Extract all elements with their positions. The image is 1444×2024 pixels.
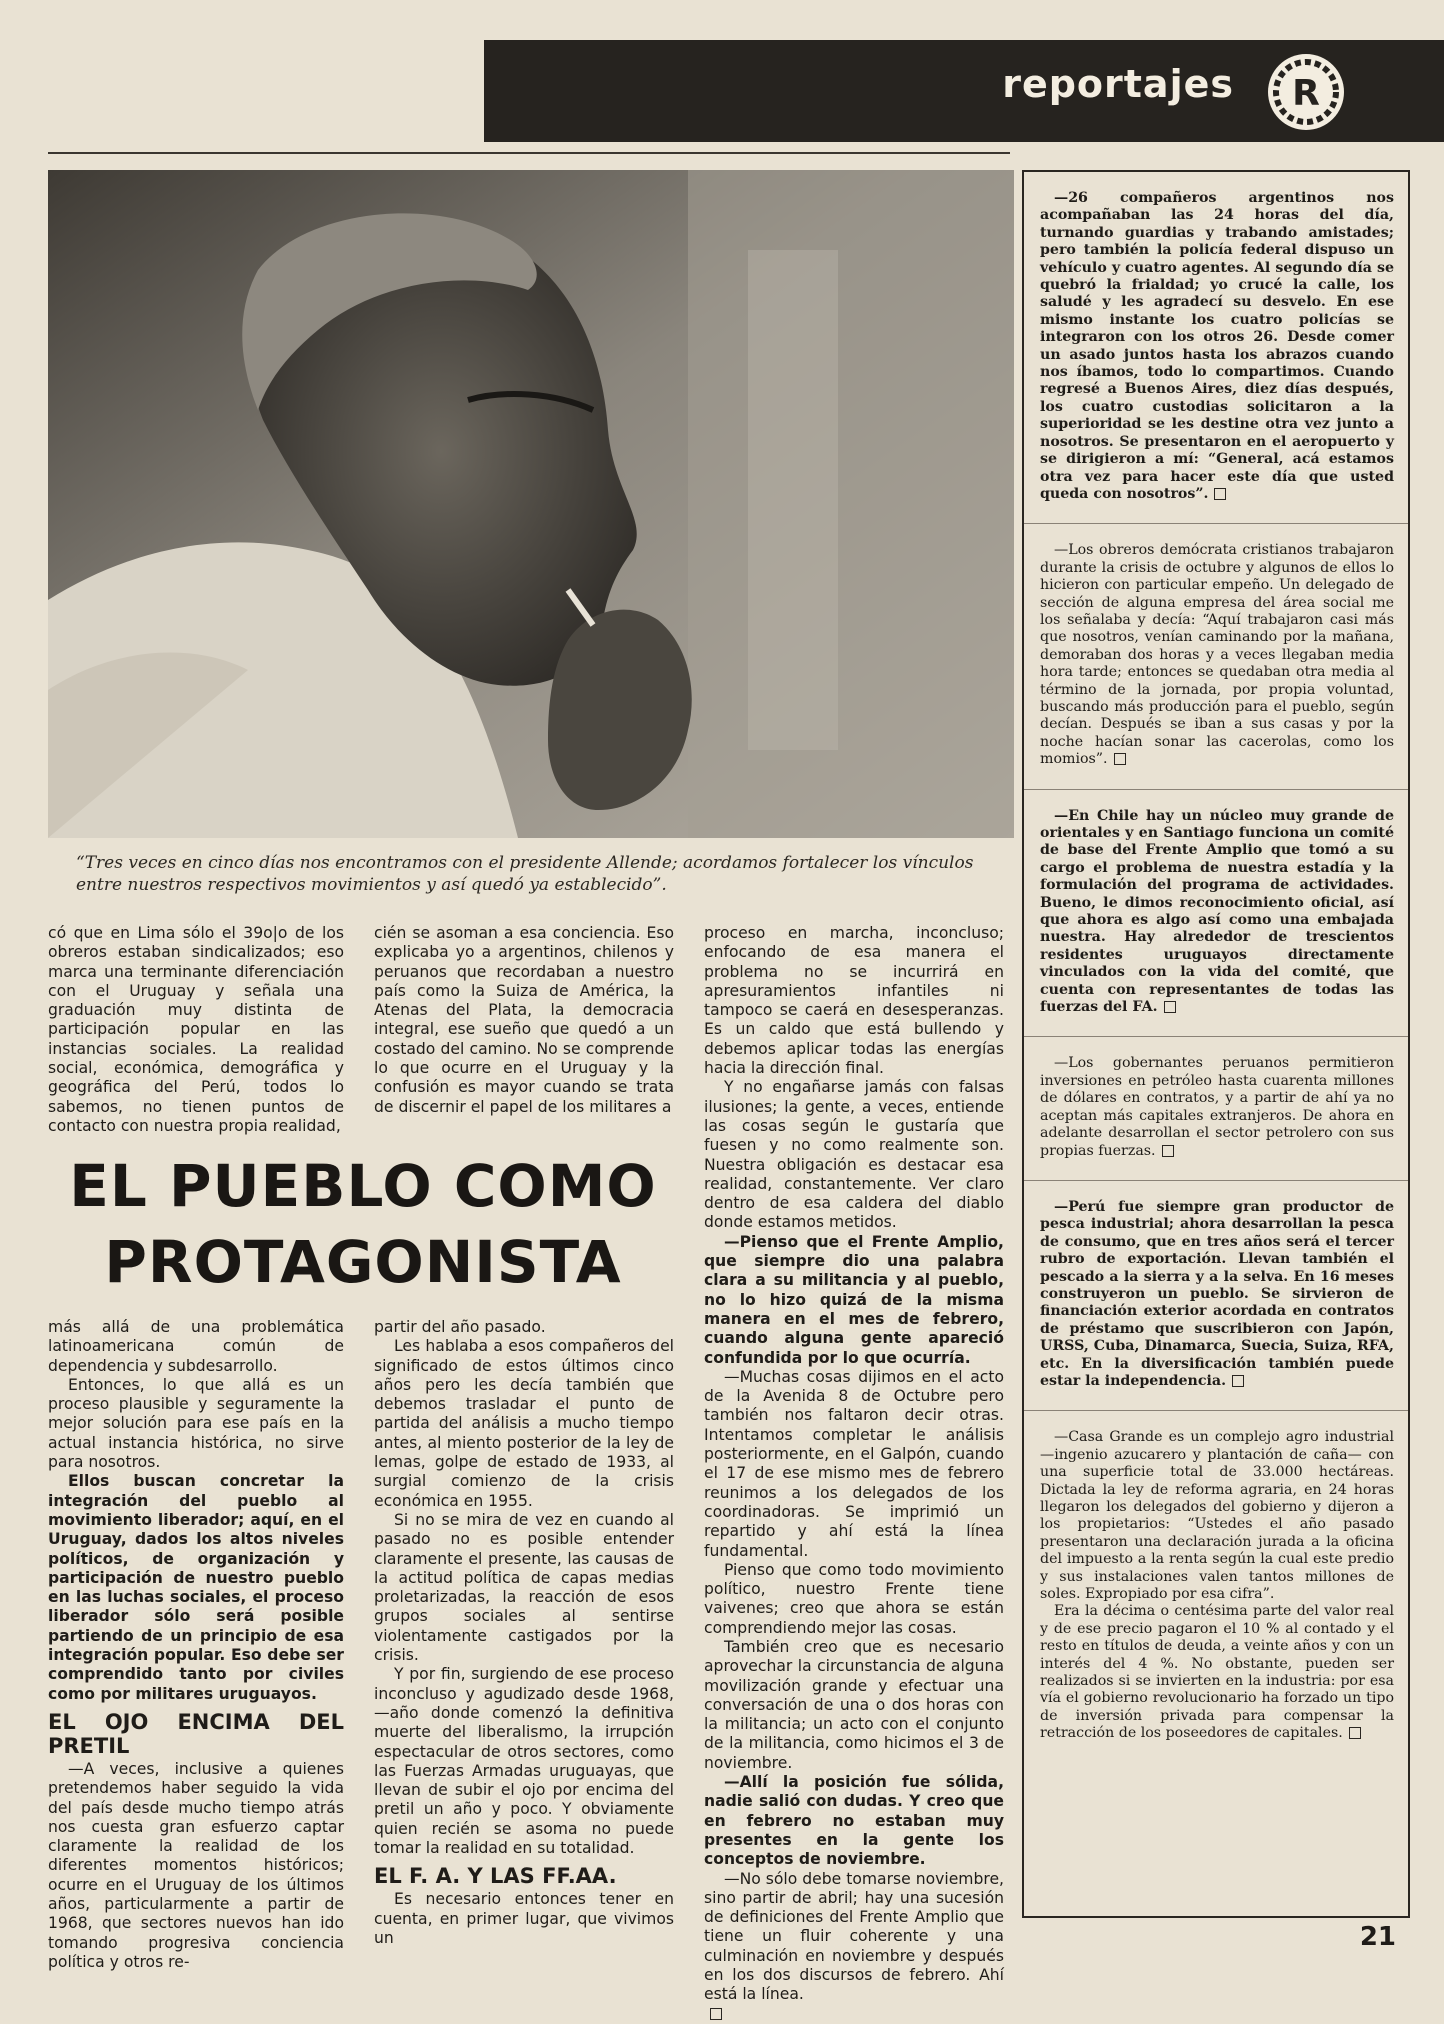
sidebar-divider (1024, 523, 1408, 524)
paragraph: Y por fin, surgiendo de ese proceso inconcluso y agudizado desde 1968, —año donde comenzó la definitiva muerte del liberalismo, la irrupción espectacular de otros sectores, como las Fuerzas Armadas uruguayas, que llevan de subir el ojo por encima del pretil un año y poco. Y obviamente quien recién se asoma no puede tomar la realidad en su totalidad. (374, 1665, 674, 1858)
sidebar-divider (1024, 789, 1408, 790)
paragraph: Les hablaba a esos compañeros del significado de estos últimos cinco años pero les decía también que debemos trasladar el punto de partida del análisis a mucho tiempo antes, al miento posterior de la ley de lemas, golpe de estado de 1933, al surgial comienzo de la crisis económica en 1955. (374, 1337, 674, 1510)
sidebar-divider (1024, 1180, 1408, 1181)
article-column-1-top (48, 924, 344, 1136)
sidebar-divider (1024, 1036, 1408, 1037)
subheading-ojo-encima: EL OJO ENCIMA DEL PRETIL (48, 1709, 344, 1758)
end-of-note-mark (1232, 1375, 1244, 1387)
paragraph: Pienso que como todo movimiento político, nuestro Frente tiene vaivenes; creo que ahora se están comprendiendo mejor las cosas. (704, 1560, 1004, 1637)
paragraph: más allá de una problemática latinoamericana común de dependencia y subdesarrollo. (48, 1318, 344, 1375)
article-column-1-bottom (48, 1318, 344, 1972)
paragraph: —Pienso que el Frente Amplio, que siempre dio una palabra clara a su militancia y al pueblo, no lo hizo quizá de la misma manera en el mes de febrero, cuando alguna gente apareció confundida por lo que ocurría. (704, 1232, 1004, 1367)
end-of-note-mark (1214, 488, 1226, 500)
sidebar-paragraph: —En Chile hay un núcleo muy grande de orientales y en Santiago funciona un comité de base del Frente Amplio que tomó a su cargo el problema de nuestra estadía y la formulación del programa de actividades. Bueno, le dimos reconocimiento oficial, así que ahora es algo así como una embajada nuestra. Hay alrededor de trescientos residentes uruguayos directamente vinculados con la vida del comité, que cuenta con representantes de todas las fuerzas del FA. (1040, 807, 1394, 1016)
sidebar-item (1040, 190, 1394, 503)
sidebar-divider (1024, 1410, 1408, 1411)
sidebar-notes (1022, 170, 1410, 1918)
sidebar-paragraph: Era la décima o centésima parte del valor real y de ese precio pagaron el 10 % al contado y el resto en títulos de deuda, a veinte años y con un interés del 4 %. No obstante, pueden ser realizados si se invierten en la industria: por esa vía el gobierno revolucionario ha forzado un tipo de inversión privada para compensar la retracción de los poseedores de capitales. (1040, 1603, 1394, 1742)
paragraph: —No sólo debe tomarse noviembre, sino partir de abril; hay una sucesión de definiciones del Frente Amplio que tiene un fluir coherente y una culminación en noviembre y después en los dos discursos de febrero. Ahí está la línea. (704, 1869, 1004, 2004)
sidebar-paragraph: —26 compañeros argentinos nos acompañaban las 24 horas del día, turnando guardias y trabando amistades; pero también la policía federal dispuso un vehículo y cuatro agentes. Al segundo día se quebró la frialdad; yo crucé la calle, los saludé y les agradecí su desvelo. En ese mismo instante los cuatro policías se integraron con los otros 26. Desde comer un asado juntos hasta los abrazos cuando nos íbamos, todo lo compartimos. Cuando regresé a Buenos Aires, diez días después, los cuatro custodias solicitaron a la superioridad se les destine otra vez junto a nosotros. Se presentaron en el aeropuerto y se dirigieron a mí: “General, acá estamos otra vez para hacer este día que usted queda con nosotros”. (1040, 190, 1394, 502)
sidebar-paragraph: —Los gobernantes peruanos permitieron inversiones en petróleo hasta cuarenta millones de dólares en contratos, y a partir de ahí ya no aceptan más capitales extranjeros. De ahora en adelante desarrollan el sector petrolero con sus propias fuerzas. (1040, 1055, 1394, 1159)
end-of-note-mark (1162, 1145, 1174, 1157)
photo-man-smoking (48, 170, 1014, 838)
paragraph: partir del año pasado. (374, 1318, 546, 1336)
paragraph: proceso en marcha, inconcluso; enfocando de esa manera el problema no se incurrirá en apresuramientos infantiles ni tampoco se caerá en desesperanzas. Es un caldo que está bullendo y debemos aplicar todas las energías hacia la dirección final. (704, 924, 1004, 1078)
paragraph: —Muchas cosas dijimos en el acto de la Avenida 8 de Octubre pero también nos faltaron decir otras. Intentamos completar le análisis posteriormente, en el Galpón, cuando el 17 de ese mismo mes de febrero reunimos a los delegados de los coordinadoras. Se imprimió un repartido y ahí está la línea fundamental. (704, 1367, 1004, 1560)
paragraph: có que en Lima sólo el 39o|o de los obreros estaban sindicalizados; eso marca una terminante diferenciación con el Uruguay y señala una graduación muy distinta de participación popular en las instancias sociales. La realidad social, económica, demográfica y geográfica del Perú, todos lo sabemos, no tienen puntos de contacto con nuestra propia realidad, (48, 924, 344, 1135)
paragraph: Si no se mira de vez en cuando al pasado no es posible entender claramente el presente, las causas de la actitud política de capas medias proletarizadas, la reacción de esos grupos sociales al sentirse violentamente castigados por la crisis. (374, 1510, 674, 1665)
paragraph: —Allí la posición fue sólida, nadie salió con dudas. Y creo que en febrero no estaban muy presentes en la gente los conceptos de noviembre. (704, 1773, 1004, 1869)
paragraph: Es necesario entonces tener en cuenta, en primer lugar, que vivimos un (374, 1890, 674, 1947)
paragraph: Y no engañarse jamás con falsas ilusiones; la gente, a veces, entiende las cosas según le gustaría que fuesen y no como realmente son. Nuestra obligación es destacar esa realidad, constantemente. Ver claro dentro de esa caldera del diablo donde estamos metidos. (704, 1078, 1004, 1232)
paragraph: cién se asoman a esa conciencia. Eso explicaba yo a argentinos, chilenos y peruanos que recordaban a nuestro país como la Suiza de América, la Atenas del Plata, la democracia integral, ese sueño que quedó a un costado del camino. No se comprende lo que ocurre en el Uruguay y la confusión es mayor cuando se trata de discernir el papel de los militares a (374, 924, 674, 1116)
end-of-note-mark (1164, 1001, 1176, 1013)
reportajes-logo-icon (1268, 54, 1344, 130)
end-of-note-mark (1349, 1727, 1361, 1739)
sidebar-item (1040, 542, 1394, 768)
page-number: 21 (1359, 1922, 1396, 1952)
end-of-note-mark (1114, 753, 1126, 765)
article-column-3 (704, 924, 1004, 2024)
sidebar-paragraph: —Casa Grande es un complejo agro industrial —ingenio azucarero y plantación de caña— con una superficie total de 33.000 hectáreas. Dictada la ley de reforma agraria, en 24 horas llegaron los delegados del gobierno y dijeron a los propietarios: “Ustedes el año pasado presentaron una declaración jurada a la oficina del impuesto a la renta según la cual este predio y sus instalaciones valen tantos millones de soles. Expropiado por esa cifra”. (1040, 1429, 1394, 1603)
sidebar-item (1040, 1055, 1394, 1159)
section-banner (484, 40, 1444, 142)
paragraph: También creo que es necesario aprovechar la circunstancia de alguna movilización grande y efectuar una conversación de una o dos horas con la militancia; un acto con el conjunto de la militancia, como hicimos el 3 de noviembre. (704, 1637, 1004, 1772)
subheading-fa-ffaa: EL F. A. Y LAS FF.AA. (374, 1864, 617, 1889)
sidebar-paragraph: —Perú fue siempre gran productor de pesca industrial; ahora desarrollan la pesca de consumo, que en tres años será el tercer rubro de exportación. Llevan también el pescado a la sierra y a la selva. En 16 meses construyeron un pueblo. Se sirvieron de financiación exterior acordada en contratos de préstamo que suscribieron con Japón, URSS, Cuba, Dinamarca, Suecia, Suiza, RFA, etc. En la diversificación también puede estar la independencia. (1040, 1198, 1394, 1389)
sidebar-item (1040, 1429, 1394, 1742)
top-rule (48, 152, 1010, 154)
article-column-2-top (374, 924, 674, 1117)
logo-letter: R (1292, 73, 1320, 114)
headline-line-1: EL PUEBLO COMO (69, 1152, 657, 1220)
paragraph: Ellos buscan concretar la integración del pueblo al movimiento liberador; aquí, en el Uruguay, dados los altos niveles políticos, de organización y participación de nuestro pueblo en las luchas sociales, el proceso liberador sólo será posible partiendo de un principio de esa integración popular. Eso debe ser comprendido tanto por civiles como por militares uruguayos. (48, 1472, 344, 1703)
paragraph: Entonces, lo que allá es un proceso plausible y seguramente la mejor solución para ese país en la actual instancia histórica, no sirve para nosotros. (48, 1375, 344, 1472)
sidebar-item (1040, 1199, 1394, 1390)
end-of-article-mark (710, 2008, 722, 2020)
article-headline (48, 1148, 678, 1300)
photo-caption: “Tres veces en cinco días nos encontramos con el presidente Allende; acordamos fortalecer los vínculos entre nuestros respectivos movimientos y así quedó ya establecido”. (76, 853, 974, 895)
sidebar-item (1040, 808, 1394, 1017)
section-label: reportajes (1002, 62, 1234, 106)
paragraph: —A veces, inclusive a quienes pretendemos haber seguido la vida del país desde mucho tiempo atrás nos cuesta gran esfuerzo captar claramente la realidad de los diferentes momentos históricos; ocurre en el Uruguay de los últimos años, particularmente a partir de 1968, que sectores nuevos han ido tomando progresiva conciencia política y otros re- (48, 1759, 344, 1971)
headline-line-2: PROTAGONISTA (104, 1228, 622, 1296)
article-column-2-bottom (374, 1318, 674, 1948)
sidebar-paragraph: —Los obreros demócrata cristianos trabajaron durante la crisis de octubre y algunos de ellos lo hicieron con particular empeño. Un delegado de sección de alguna empresa del área social me los señalaba y decía: “Aquí trabajaron casi más que nosotros, venían caminando por la mañana, demoraban dos horas y a veces llegaban media hora tarde; entonces se quedaban otra media al término de la jornada, por propia voluntad, buscando más producción para el pueblo, según decían. Después se iban a sus casas y por la noche hacían sonar las cacerolas, como los momios”. (1040, 542, 1394, 768)
